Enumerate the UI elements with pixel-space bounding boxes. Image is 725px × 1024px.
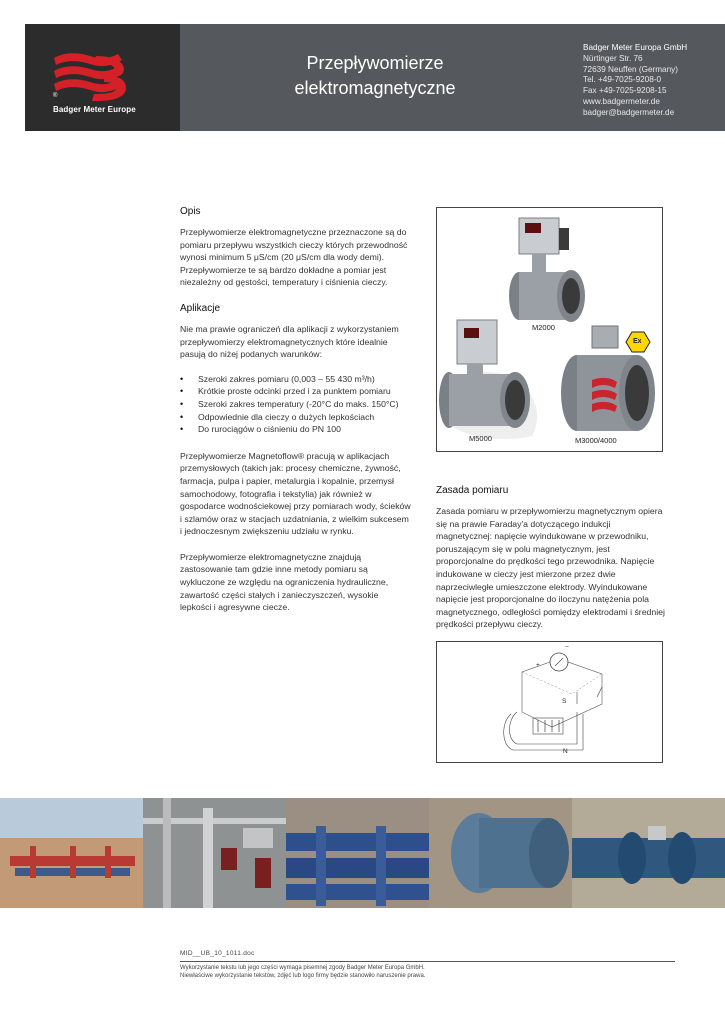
photo-blue-pipes: [286, 798, 429, 908]
aplikacje-paragraph-1: Przepływomierze Magnetoflow® pracują w aplikacjach przemysłowych (takich jak: procesy chemiczne, żywność, farmacja, pulpa i papier, metalurgia i kopalnie, przemysł samochodowy, fotografia i tekstylia) jak również w gospodarce wodnościekowej przy pomiarach wody, ścieków i szlamów oraz w stacjach uzdatniania, z wielkim sukcesem i jednoczesnym zwiększeniu udziału w rynku.: [180, 450, 411, 537]
logo-block: [25, 24, 180, 131]
address-email[interactable]: badger@badgermeter.de: [583, 107, 675, 117]
list-item: • Szeroki zakres pomiaru (0,003 – 55 430 m³/h): [180, 373, 412, 386]
address-city: 72639 Neuffen (Germany): [583, 64, 678, 74]
brand-name: Badger Meter Europe: [53, 105, 136, 114]
diagram-s: S: [562, 698, 567, 705]
company-name: Badger Meter Europa GmbH: [583, 43, 688, 52]
zasada-heading: Zasada pomiaru: [436, 485, 509, 496]
page-footer: [180, 950, 675, 980]
list-item: • Odpowiednie dla cieczy o dużych lepkościach: [180, 411, 412, 424]
address-tel: Tel. +49-7025-9208-0: [583, 75, 662, 85]
footer-divider: [180, 961, 675, 962]
address-web[interactable]: www.badgermeter.de: [583, 96, 660, 106]
m2000-flowmeter-icon: [509, 218, 585, 322]
page-header: [25, 24, 725, 131]
label-m2000: M2000: [532, 323, 555, 332]
opis-text: Przepływomierze elektromagnetyczne przeznaczone są do pomiaru przepływu wszystkich cieczy których przewodność wynosi minimum 5 μS/cm (20 μS/cm dla wody demi). Przepływomierze te są bardzo dokładne a pomiar jest niezależny od gęstości, temperatury i ciśnienia cieczy.: [180, 227, 408, 288]
address-fax: Fax +49-7025-9208-15: [583, 86, 667, 96]
title-line-1: Przepływomierze: [306, 53, 444, 73]
label-ex: Ex: [633, 338, 642, 345]
label-m3000: M3000/4000: [575, 436, 617, 445]
badger-logo-icon: [52, 52, 127, 102]
footer-notice-1: Wykorzystanie tekstu lub jego części wymaga pisemnej zgody Badger Meter Europa GmbH.: [180, 965, 425, 971]
photo-large-flowmeter: [572, 798, 725, 908]
list-item: • Krótkie proste odcinki przed i za punktem pomiaru: [180, 385, 412, 398]
aplikacje-heading: Aplikacje: [180, 302, 221, 314]
document-filename: MID__UB_10_1011.doc: [180, 950, 255, 957]
address-street: Nürtinger Str. 76: [583, 53, 643, 63]
footer-notice-2: Niewłaściwe wykorzystanie tekstów, zdjęć lub logo firmy będzie stanowiło naruszenie prawa.: [180, 973, 426, 979]
list-item: • Do rurociągów o ciśnieniu do PN 100: [180, 423, 412, 436]
company-address: [583, 43, 687, 119]
photo-pipe-installation: [429, 798, 572, 908]
aplikacje-paragraph-2: Przepływomierze elektromagnetyczne znajdują zastosowanie tam gdzie inne metody pomiaru są wykluczone ze względu na ograniczenia hydrauliczne, zawartość części stałych i zanieczyszczeń, wysokie lepkości i agresywne ciecze.: [180, 551, 389, 613]
label-m5000: M5000: [469, 434, 492, 443]
diagram-plus: +: [536, 662, 540, 669]
registered-mark: ®: [53, 93, 58, 99]
zasada-text: Zasada pomiaru w przepływomierzu magnetycznym opiera się na prawie Faraday'a dotyczącego indukcji magnetycznej: napięcie wyindukowane w przewodniku, poruszającym się w polu magnetycznym, jest proporcjonalne do prędkości tego przewodnika. Napięcie indukowane w cieczy jest mierzone przez dwie naprzeciwległe umieszczone elektrody. Wyindukowane napięcie jest proporcjonalne do iloczynu natężenia pola magnetycznego, odległości pomiędzy elektrodami i średniej prędkości przepływu cieczy.: [436, 506, 665, 630]
diagram-minus: −: [565, 644, 569, 651]
faraday-principle-diagram: [437, 642, 662, 762]
product-image-box: [436, 207, 663, 452]
aplikacje-intro: Nie ma prawie ograniczeń dla aplikacji z wykorzystaniem przepływomierzy elektromagnetycznych które idealnie pasują do niżej podanych warunków:: [180, 323, 399, 360]
page-title: [265, 51, 485, 101]
m5000-flowmeter-icon: [439, 320, 537, 439]
diagram-n: N: [563, 748, 568, 755]
left-column: [180, 206, 412, 614]
right-column: [436, 485, 668, 631]
principle-diagram-box: [436, 641, 663, 763]
list-item: • Szeroki zakres temperatury (-20°C do maks. 150°C): [180, 398, 412, 411]
aplikacje-bullet-list: [180, 373, 412, 436]
photo-pipeline-desert: [0, 798, 143, 908]
opis-heading: Opis: [180, 206, 201, 217]
title-line-2: elektromagnetyczne: [294, 78, 456, 98]
photo-food-processing: [143, 798, 286, 908]
application-photo-strip: [0, 798, 725, 908]
